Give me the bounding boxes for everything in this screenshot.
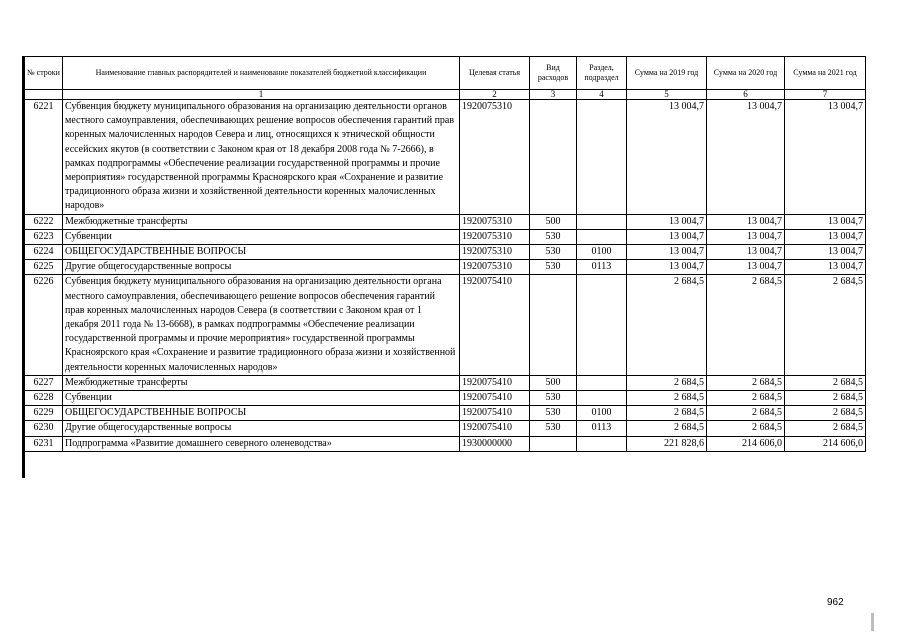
row-target-article: 1920075310 — [460, 214, 530, 229]
row-sum-2020: 13 004,7 — [707, 245, 785, 260]
row-sum-2019: 13 004,7 — [627, 260, 707, 275]
row-expense-type — [530, 100, 577, 215]
header-sum-2021: Сумма на 2021 год — [785, 57, 866, 90]
row-sum-2019: 221 828,6 — [627, 436, 707, 451]
header-expense-type: Вид расходов — [530, 57, 577, 90]
header-sum-2019: Сумма на 2019 год — [627, 57, 707, 90]
row-name: Межбюджетные трансферты — [63, 214, 460, 229]
row-sum-2020: 13 004,7 — [707, 214, 785, 229]
row-target-article: 1920075410 — [460, 406, 530, 421]
column-number: 5 — [627, 90, 707, 100]
row-target-article: 1920075310 — [460, 245, 530, 260]
row-name: Субвенция бюджету муниципального образования на организацию деятельности органа местного самоуправления, обеспечивающего решение вопросов обеспечения гарантий прав коренных малочисленных народов Севера (в соответствии с Законом края от 1 декабря 2011 года № 13-6668), в рамках подпрограммы «Обеспечение реализации государственной программы и прочие мероприятия» государственной программы Красноярского края «Сохранение и развитие традиционного образа жизни и хозяйственной деятельности коренных малочисленных народов» — [63, 275, 460, 375]
row-sum-2021: 214 606,0 — [785, 436, 866, 451]
row-sum-2019: 13 004,7 — [627, 229, 707, 244]
table-row — [25, 406, 866, 421]
row-sum-2020: 2 684,5 — [707, 391, 785, 406]
row-sum-2021: 2 684,5 — [785, 421, 866, 436]
column-number: 1 — [63, 90, 460, 100]
row-number: 6230 — [25, 421, 63, 436]
row-sum-2021: 2 684,5 — [785, 406, 866, 421]
table-row — [25, 100, 866, 215]
row-target-article: 1920075310 — [460, 260, 530, 275]
row-sum-2019: 2 684,5 — [627, 391, 707, 406]
row-name: Субвенции — [63, 229, 460, 244]
row-target-article: 1920075310 — [460, 100, 530, 215]
row-target-article: 1920075410 — [460, 275, 530, 375]
column-number — [25, 90, 63, 100]
row-number: 6231 — [25, 436, 63, 451]
header-target-article: Целевая статья — [460, 57, 530, 90]
row-section — [577, 214, 627, 229]
header-row-number: № строки — [25, 57, 63, 90]
row-name: Подпрограмма «Развитие домашнего северного оленеводства» — [63, 436, 460, 451]
row-expense-type — [530, 436, 577, 451]
row-expense-type: 500 — [530, 375, 577, 390]
row-sum-2020: 13 004,7 — [707, 100, 785, 215]
header-section: Раздел, подраздел — [577, 57, 627, 90]
scan-edge-mark — [871, 613, 874, 631]
table-row — [25, 421, 866, 436]
row-section: 0113 — [577, 260, 627, 275]
row-name: Субвенции — [63, 391, 460, 406]
row-sum-2020: 13 004,7 — [707, 260, 785, 275]
row-expense-type: 530 — [530, 260, 577, 275]
row-sum-2020: 2 684,5 — [707, 375, 785, 390]
row-expense-type — [530, 275, 577, 375]
table-row — [25, 436, 866, 451]
row-number: 6227 — [25, 375, 63, 390]
row-sum-2019: 2 684,5 — [627, 406, 707, 421]
row-section — [577, 375, 627, 390]
row-expense-type: 530 — [530, 406, 577, 421]
row-name: Другие общегосударственные вопросы — [63, 421, 460, 436]
column-number: 7 — [785, 90, 866, 100]
row-sum-2019: 13 004,7 — [627, 100, 707, 215]
row-target-article: 1920075410 — [460, 391, 530, 406]
header-name: Наименование главных распорядителей и наименование показателей бюджетной классификации — [63, 57, 460, 90]
row-sum-2020: 2 684,5 — [707, 421, 785, 436]
row-number: 6225 — [25, 260, 63, 275]
table-row — [25, 245, 866, 260]
table-row — [25, 214, 866, 229]
table-row — [25, 260, 866, 275]
row-sum-2020: 214 606,0 — [707, 436, 785, 451]
row-sum-2019: 2 684,5 — [627, 375, 707, 390]
table-row — [25, 391, 866, 406]
row-number: 6226 — [25, 275, 63, 375]
row-sum-2020: 2 684,5 — [707, 275, 785, 375]
row-sum-2021: 2 684,5 — [785, 391, 866, 406]
row-name: ОБЩЕГОСУДАРСТВЕННЫЕ ВОПРОСЫ — [63, 245, 460, 260]
row-sum-2019: 13 004,7 — [627, 214, 707, 229]
budget-table — [24, 56, 866, 452]
row-sum-2021: 13 004,7 — [785, 245, 866, 260]
row-expense-type: 530 — [530, 391, 577, 406]
row-sum-2021: 13 004,7 — [785, 260, 866, 275]
row-target-article: 1920075410 — [460, 421, 530, 436]
row-section — [577, 229, 627, 244]
row-name: ОБЩЕГОСУДАРСТВЕННЫЕ ВОПРОСЫ — [63, 406, 460, 421]
row-section — [577, 391, 627, 406]
row-sum-2021: 2 684,5 — [785, 275, 866, 375]
table-row — [25, 229, 866, 244]
row-sum-2019: 2 684,5 — [627, 421, 707, 436]
table-row — [25, 275, 866, 375]
row-sum-2021: 13 004,7 — [785, 100, 866, 215]
row-section: 0113 — [577, 421, 627, 436]
row-target-article: 1930000000 — [460, 436, 530, 451]
row-sum-2019: 2 684,5 — [627, 275, 707, 375]
row-section — [577, 100, 627, 215]
row-number: 6223 — [25, 229, 63, 244]
row-expense-type: 530 — [530, 245, 577, 260]
row-sum-2019: 13 004,7 — [627, 245, 707, 260]
row-section: 0100 — [577, 245, 627, 260]
row-name: Межбюджетные трансферты — [63, 375, 460, 390]
row-expense-type: 530 — [530, 421, 577, 436]
row-target-article: 1920075410 — [460, 375, 530, 390]
row-number: 6222 — [25, 214, 63, 229]
table-row — [25, 375, 866, 390]
row-section — [577, 436, 627, 451]
column-number: 4 — [577, 90, 627, 100]
row-sum-2020: 2 684,5 — [707, 406, 785, 421]
row-target-article: 1920075310 — [460, 229, 530, 244]
row-name: Другие общегосударственные вопросы — [63, 260, 460, 275]
row-sum-2020: 13 004,7 — [707, 229, 785, 244]
row-expense-type: 500 — [530, 214, 577, 229]
row-sum-2021: 13 004,7 — [785, 214, 866, 229]
row-number: 6224 — [25, 245, 63, 260]
page-number: 962 — [827, 597, 844, 608]
row-sum-2021: 13 004,7 — [785, 229, 866, 244]
row-sum-2021: 2 684,5 — [785, 375, 866, 390]
row-section — [577, 275, 627, 375]
column-number: 3 — [530, 90, 577, 100]
column-number: 6 — [707, 90, 785, 100]
column-number: 2 — [460, 90, 530, 100]
table-body — [25, 100, 866, 452]
row-number: 6229 — [25, 406, 63, 421]
table-header-row — [25, 57, 866, 90]
column-number-row — [25, 90, 866, 100]
row-number: 6221 — [25, 100, 63, 215]
header-sum-2020: Сумма на 2020 год — [707, 57, 785, 90]
row-section: 0100 — [577, 406, 627, 421]
row-name: Субвенция бюджету муниципального образования на организацию деятельности органов местного самоуправления, обеспечивающих решение вопросов обеспечения гарантий прав коренных малочисленных народов Севера и лиц, относящихся к этнической общности ессейских якутов (в соответствии с Законом края от 18 декабря 2008 года № 7-2666), в рамках подпрограммы «Обеспечение реализации государственной программы и прочие мероприятия» государственной программы Красноярского края «Сохранение и развитие традиционного образа жизни и хозяйственной деятельности коренных малочисленных народов» — [63, 100, 460, 215]
row-number: 6228 — [25, 391, 63, 406]
row-expense-type: 530 — [530, 229, 577, 244]
